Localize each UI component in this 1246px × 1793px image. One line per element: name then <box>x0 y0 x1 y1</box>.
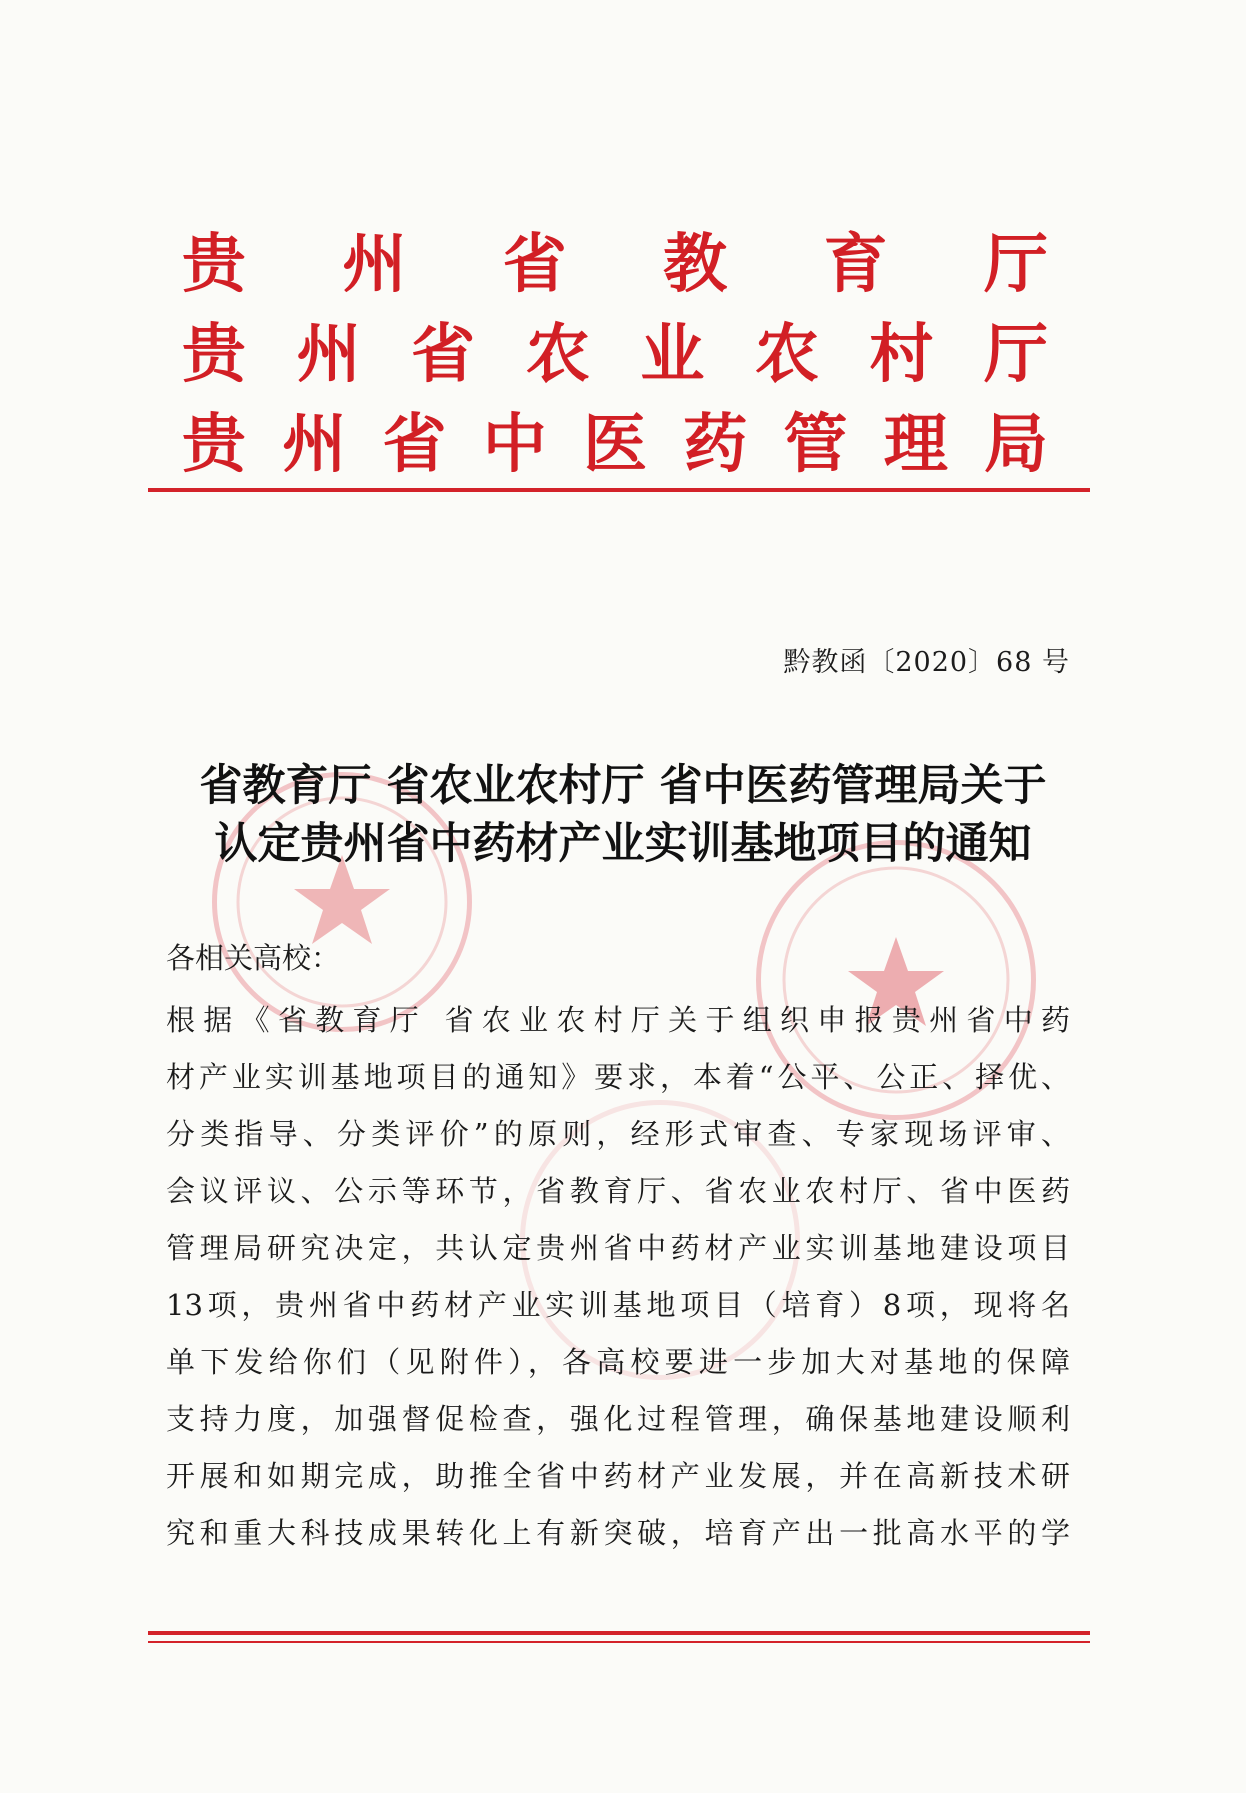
body-line: 支持力度，加强督促检查，强化过程管理，确保基地建设顺利 <box>166 1402 1070 1436</box>
issuer-char: 州 <box>282 408 347 482</box>
issuer-line-agriculture <box>182 318 1048 392</box>
issuer-char: 州 <box>342 228 407 302</box>
body-line: 究和重大科技成果转化上有新突破，培育产出一批高水平的学 <box>166 1516 1070 1550</box>
salutation: 各相关高校： <box>166 941 341 975</box>
issuer-char: 教 <box>663 228 728 302</box>
issuer-char: 贵 <box>182 318 246 392</box>
document-number: 黔教函〔2020〕68 号 <box>783 647 1070 678</box>
issuer-char: 省 <box>382 408 447 482</box>
issuer-char: 理 <box>883 408 948 482</box>
header-rule <box>148 488 1090 492</box>
issuer-char: 村 <box>869 318 934 392</box>
issuer-line-tcm <box>182 408 1048 482</box>
issuer-line-education <box>182 228 1048 302</box>
body-line: 开展和如期完成，助推全省中药材产业发展，并在高新技术研 <box>166 1459 1070 1493</box>
issuer-char: 贵 <box>182 228 246 302</box>
issuer-char: 管 <box>783 408 848 482</box>
body-line: 会议评议、公示等环节，省教育厅、省农业农村厅、省中医药 <box>166 1174 1070 1208</box>
notice-title-line-2: 认定贵州省中药材产业实训基地项目的通知 <box>214 819 1032 869</box>
issuer-char: 省 <box>411 318 476 392</box>
issuer-char: 州 <box>296 318 361 392</box>
footer-rule-top <box>148 1631 1090 1635</box>
issuer-char: 中 <box>482 408 547 482</box>
body-line: 分类指导、分类评价”的原则，经形式审查、专家现场评审、 <box>166 1117 1070 1151</box>
body-line: 根据《省教育厅 省农业农村厅关于组织申报贵州省中药 <box>166 1003 1070 1037</box>
issuer-char: 厅 <box>983 228 1048 302</box>
body-line: 单下发给你们（见附件），各高校要进一步加大对基地的保障 <box>166 1345 1070 1379</box>
issuer-char: 省 <box>502 228 567 302</box>
issuer-char: 贵 <box>182 408 246 482</box>
issuer-char: 厅 <box>983 318 1048 392</box>
body-line: 材产业实训基地项目的通知》要求，本着“公平、公正、择优、 <box>166 1060 1070 1094</box>
issuer-char: 育 <box>823 228 888 302</box>
body-line: 管理局研究决定，共认定贵州省中药材产业实训基地建设项目 <box>166 1231 1070 1265</box>
notice-title-line-1: 省教育厅 省农业农村厅 省中医药管理局关于 <box>199 761 1047 811</box>
issuer-char: 药 <box>683 408 748 482</box>
issuer-char: 医 <box>583 408 647 482</box>
issuer-char: 农 <box>754 318 819 392</box>
body-line: 13项，贵州省中药材产业实训基地项目（培育）8项，现将名 <box>166 1288 1070 1322</box>
issuer-char: 农 <box>525 318 590 392</box>
footer-rule-bottom <box>148 1641 1090 1643</box>
issuer-char: 局 <box>984 408 1048 482</box>
issuer-char: 业 <box>640 318 705 392</box>
